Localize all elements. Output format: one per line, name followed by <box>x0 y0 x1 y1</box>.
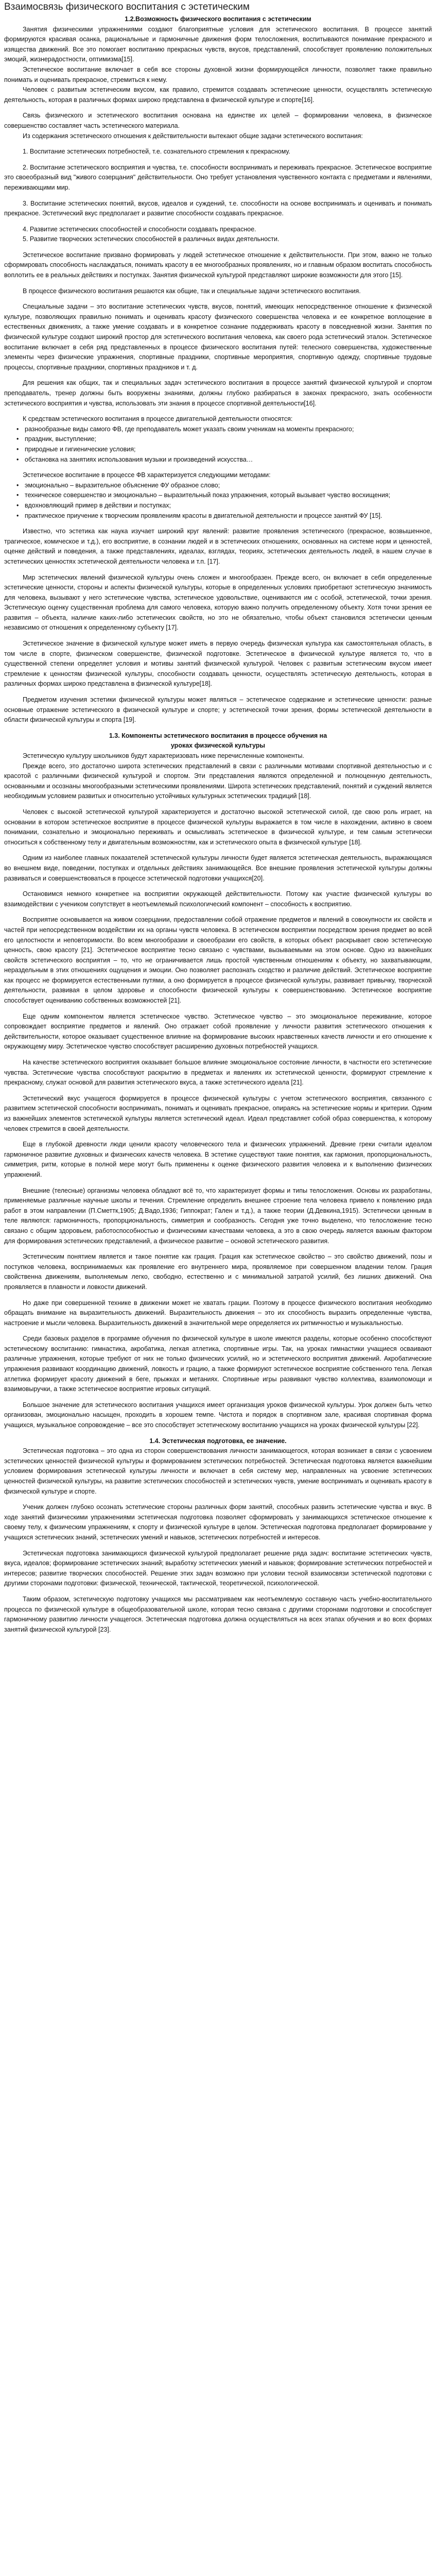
bullet-list-means <box>4 425 432 465</box>
paragraph: Ученик должен глубоко осознать эстетические стороны различных форм занятий, способных развить эстетические чувства и вкус. В ходе занятий физическими упражнениями эстетическая подготовка позволяет сформировать у занимающихся эстетическое отношение к своему телу, к физическим упражнениям, к спорту и физической культуре в целом. Эстетическая подготовка предполагает формирование у учащихся эстетических знаний, эстетических умений и навыков, эстетических потребностей и интересов. <box>4 1503 432 1541</box>
list-item-text: вдохновляющий пример в действии и поступках; <box>25 501 171 509</box>
paragraph: Известно, что эстетика как наука изучает широкий круг явлений: развитие проявления эстетического (прекрасное, возвышенное, трагическое, комическое и т.д.), его восприятие, в сознании людей и в эстетических отношениях, основанных на системе норм и ценностей, оценке действий и поведения, а также представлениях, идеалах, взглядах, теориях, эстетических деятельность людей, в нашем случае в эстетических ценностях эстетической деятельности человека и т.п. [17]. <box>4 528 432 565</box>
paragraph: Занятия физическими упражнениями создают благоприятные условия для эстетического воспитания. В процессе занятий формируются красивая осанка, рациональные и гармоничные движения форм телосложения, воспитываются понимание прекрасного и изящества движений. Все это помогает воспитанию прекрасных чувств, вкусов, представлений, способствует проявлению положительных эмоций, жизнерадостности, оптимизма[15]. <box>4 25 432 63</box>
paragraph: 1. Воспитание эстетических потребностей, т.е. сознательного стремления к прекрасному. <box>23 148 290 156</box>
section-heading-1-3: 1.3. Компоненты эстетического воспитания в процессе обучения на уроках физической культуры <box>109 732 327 750</box>
paragraph: В процессе физического воспитания решаются как общие, так и специальные задачи эстетического воспитания. <box>23 287 361 295</box>
paragraph: Восприятие основывается на живом созерцании, предоставлении собой отражение предметов и явлений в совокупности их свойств и частей при непосредственном воздействии их на органы чувств человека. В эстетическом восприятии посредством зрения предмет во всей его целостности и неповторимости. Во всем многообразии и своеобразии его свойств, в которых объект раскрывает свою эстетическую ценность, свою красоту [21]. Эстетическое восприятие тесно связано с чувствами, вызываемыми на этом основе. Одно из важнейших свойств эстетического восприятия – то, что не ограничивается лишь простой чувственным отношениям к объекту, но захватывающим, нераздельным в этих отношениях ощущения и эмоции. Оно позволяет распознать сходство и различие действий. Эстетическое восприятие как процесс не формируется естественными путями, а оно формируется в процессе физической культуры, развивает привычку, творческой деятельности, развивая в целом здоровье и способности физической культуры к совершенствованию. Эстетическое восприятие способствует оцениванию собственных возможностей [21]. <box>4 916 432 1005</box>
bullet-icon: • <box>16 425 19 433</box>
section-heading-1-4: 1.4. Эстетическая подготовка, ее значение. <box>149 1437 287 1445</box>
bullet-icon: • <box>16 435 19 443</box>
list-item-text: эмоционально – выразительное объяснение ФУ образное слово; <box>25 481 220 489</box>
paragraph: Еще одним компонентом является эстетическое чувство. Эстетическое чувство – это эмоциональное переживание, которое сопровождает восприятие предметов и явлений. Оно отражает собой проявление у личности развития эстетического отношения к действительности, которое оказывает существенное влияние на формирование высоких нравственных качеств личности и его отношение к окружающему миру. Эстетическое чувство способствует расширению духовных потребностей учащихся. <box>4 1012 432 1050</box>
list-item <box>16 455 432 465</box>
list-item-text: техническое совершенство и эмоционально – выразительный показ упражнения, который вызывает чувство восхищения; <box>25 492 391 499</box>
paragraph: Прежде всего, это достаточно широта эстетических представлений в связи с различными мотивами спортивной деятельностью и с красотой с различными физической культурой и спортом. Эти представления являются определенной и полноценную деятельность, основанными и осознаны многообразными эстетическими проявлениями. Широта эстетических представлений, понятий и суждений является необходимым условием развитых и относительно устойчивых культурных эстетических традиций [18]. <box>4 762 432 800</box>
paragraph: Эстетический вкус учащегося формируется в процессе физической культуры с учетом эстетического восприятия, связанного с развитием эстетической способности воспринимать, понимать и оценивать прекрасное, опираясь на эстетические нормы и критерии. Одним из важнейших элементов эстетической культуры является эстетический идеал. Идеал представляет собой образ совершенства, к которому человек стремится в своей деятельности. <box>4 1094 432 1132</box>
paragraph: Эстетическое значение в физической культуре может иметь в первую очередь физическая культура как самостоятельная область, в том числе в спорте, физическом совершенстве, физической подготовке. Эстетическое в физической культуре является то, что в существенной степени определяет условия и мотивы занятий физической культурой. Человек с развитым эстетическим вкусом имеет стремление к ценностям физической культуры, способности создавать ценности, осуществлять эстетическую деятельность, которая в различных формах широко представлена в физической культуре[18]. <box>4 640 432 688</box>
paragraph: К средствам эстетического воспитания в процессе двигательной деятельности относятся: <box>23 415 293 423</box>
paragraph: Таким образом, эстетическую подготовку учащихся мы рассматриваем как неотъемлемую составную часть учебно-воспитательного процесса по физической культуре в общеобразовательной школе, которая тесно связана с другими сторонами подготовки и способствует гармоничному развитию личности учащегося. Эстетическая подготовка должна осуществляться на всех этапах обучения и во всех формах занятий физической культурой [23]. <box>4 1595 432 1633</box>
paragraph: Специальные задачи – это воспитание эстетических чувств, вкусов, понятий, имеющих непосредственное отношение к физической культуре, позволяющих правильно понимать и оценивать красоту физического совершенства человека и ее конкретное воплощение в естественных движениях, а также умение создавать и в конкретное сознание поддерживать красоту в повседневной жизни. Занятия по физической культуре создают широкий простор для эстетического воспитания человека, как своего рода эстетический эталон. Эстетическое воспитание включает в себя ряд представленных в процессе физического воспитания путей: телесного совершенства, художественные элементы через физические упражнения, спортивные праздники, спортивные мероприятия, спортивную одежду, спортивные трудовые процессы, спортивные праздники, спортивных праздников и т. д. <box>4 303 432 371</box>
bullet-icon: • <box>16 445 19 453</box>
paragraph: Эстетическую культуру школьников будут характеризовать ниже перечисленные компоненты. <box>23 752 304 759</box>
paragraph: Эстетическое воспитание в процессе ФВ характеризуется следующими методами: <box>23 471 271 479</box>
paragraph: Предметом изучения эстетики физической культуры может являться – эстетическое содержание и эстетические ценности: разные основные отражение эстетического в физической культуре и спорте; у эстетической точки зрения, формы эстетической деятельности в области физической культуры и спорта [19]. <box>4 696 432 724</box>
paragraph: Эстетическое воспитание призвано формировать у людей эстетическое отношение к действительности. При этом, важно не только сформировать способность наслаждаться, понимать красоту в ее многообразных проявлениях, но и главным образом воспитать способность воплотить ее в реальных действиях и поступках. Занятия физической культурой представляют широкие возможности для этого [15]. <box>4 251 432 279</box>
paragraph: Мир эстетических явлений физической культуры очень сложен и многообразен. Прежде всего, он включает в себя определенные эстетические ценности, стороны и аспекты физической культуры, которые в определенных условиях приобретают эстетическую значимость для человека, вызывают у него эстетические чувства, эстетическое удовольствие, оцениваются им с особой, эстетической, точки зрения. Эстетическую оценку существенная проблема для самого человека, которую важно получить определенному объекту. Хотя точки зрения ее развития – объекта, наличие каких-либо эстетических свойств, но это не обязательно, чтобы объект становился эстетически ценным независимо от отношения к определенному субъекту [17]. <box>4 573 432 632</box>
list-item <box>16 425 432 435</box>
paragraph: Человек с высокой эстетической культурой характеризуется и достаточно высокой эстетической силой, где свою роль играет, на основании в котором эстетическое восприятие в процессе физической культуры выражается в том числе в нахождении, активно в своем понимании, сознательно и эмоционально переживать и осмысливать эстетическое в физической культуре, и тем самым эстетически относиться к собственному телу и двигательным возможностям, как и эстетического опыта в физической культуре [18]. <box>4 808 432 846</box>
list-item <box>16 445 432 455</box>
list-item <box>16 434 432 445</box>
list-item <box>16 511 432 521</box>
paragraph: 3. Воспитание эстетических понятий, вкусов, идеалов и суждений, т.е. способности на основе воспринимать и оценивать и понимать прекрасное. Эстетический вкус предполагает и развитие способности создавать прекрасное. <box>4 199 432 217</box>
paragraph: Эстетическая подготовка занимающихся физической культурой предполагает решение ряда задач: воспитание эстетических чувств, вкуса, идеалов; формирование эстетических знаний; выработку эстетических умений и навыков; формирование эстетических потребностей и интересов; развитие творческих способностей. Решение этих задач возможно при условии тесной взаимосвязи эстетической подготовки с другими сторонами подготовки: физической, технической, тактической, теоретической, психологической. <box>4 1549 432 1587</box>
bullet-icon: • <box>16 455 19 463</box>
list-item <box>16 501 432 511</box>
paragraph: Человек с развитым эстетическим вкусом, как правило, стремится создавать эстетические ценности, осуществлять эстетическую деятельность, которая в различных формах широко представлена в физической культуре и спорте[16]. <box>4 86 432 104</box>
paragraph: Но даже при совершенной технике в движении может не хватать грации. Поэтому в процессе физического воспитания необходимо обращать внимание на выразительность движений. Выразительность движения – это их способность выразить определенные чувства, настроение и мысли человека. Выразительность движений в значительной мере определяется их ритмичностью и музыкальностью. <box>4 1299 432 1327</box>
list-item-text: разнообразные виды самого ФВ, где преподаватель может указать своим ученикам на моменты прекрасного; <box>25 425 354 433</box>
section-heading-1-2: 1.2.Возможность физического воспитания с эстетическим <box>125 15 311 23</box>
paragraph: Остановимся немного конкретнее на восприятии окружающей действительности. Потому как участие физической культуры во взаимодействии с учеником сопутствует в неотъемлемый психологический компонент – способность к восприятию. <box>4 890 432 908</box>
bullet-icon: • <box>16 501 19 509</box>
list-item-text: обстановка на занятиях использования музыки и произведений искусства… <box>25 455 253 463</box>
bullet-list-methods <box>4 481 432 521</box>
paragraph: Внешние (телесные) организмы человека обладают всё то, что характеризует формы и типы телосложения. Основы их разработаны, применяемые различные научные школы и течения. Стремление определить внешнее строение тела человека привело к появлению ряда работ в этом направлении (П.Сметтк,1905; Д.Вадо,1936; Гиппократ; Гален и т.д.), а также теории (Д.Девкина,1915). Эстетически ценным в теле являются: гармоничность, пропорциональность, симметрия и сообразность. Сегодня уже точно выделено, что телосложение тесно связано с общим здоровьем, работоспособностью и физическими качествами человека, а это в свою очередь является важным фактором для формирования эстетических представлений, а физическое развитие – основой эстетического развития. <box>4 1187 432 1245</box>
paragraph: 4. Развитие эстетических способностей и способности создавать прекрасное. <box>23 225 256 233</box>
paragraph: 2. Воспитание эстетического восприятия и чувства, т.е. способности воспринимать и переживать прекрасное. Эстетическое восприятие это своеобразный вид "живого созерцания" действительности. Оно требует установления чувственного контакта с предметами и явлениями, переживающими мир. <box>4 163 432 191</box>
list-item <box>16 481 432 491</box>
paragraph: Одним из наиболее главных показателей эстетической культуры личности будет является эстетическая деятельность, выражающаяся во внешнем виде, поведении, поступках и отдельных действиях занимающейся. Все внешние проявления эстетической культуры должны развиваться и совершенствоваться в процессе эстетической подготовки учащихся[20]. <box>4 854 432 882</box>
list-item <box>16 490 432 501</box>
paragraph: Большое значение для эстетического воспитания учащихся имеет организация уроков физической культуры. Урок должен быть четко организован, эмоционально насыщен, проходить в хорошем темпе. Чистота и порядок в спортивном зале, красивая спортивная форма учащихся, музыкальное сопровождение – все это способствует эстетическому воспитанию учащихся на уроках физической культуры [22]. <box>4 1401 432 1429</box>
paragraph: 5. Развитие творческих эстетических способностей в различных видах деятельности. <box>23 235 280 243</box>
list-item-text: праздник, выступление; <box>25 435 96 443</box>
paragraph: Эстетическое воспитание включает в себя все стороны духовной жизни формирующейся личности, позволяет также правильно понимать и оценивать прекрасное, стремиться к нему. <box>4 65 432 83</box>
paragraph: Связь физического и эстетического воспитания основана на единстве их целей – формировании человека, в физическое совершенство составляет часть эстетического материала. <box>4 112 432 129</box>
list-item-text: практическое приучение к творческим проявлениям красоты в двигательной деятельности и процессе занятий ФУ [15]. <box>25 512 382 519</box>
list-item-text: природные и гигиенические условия; <box>25 445 136 453</box>
paragraph: На качестве эстетического восприятия оказывает большое влияние эмоциональное состояние личности, в частности его эстетические чувства. Эстетические чувства способствуют раскрытию в предметах и явлениях их эстетической ценности, формируют стремление к прекрасному, служат основой для развития эстетического вкуса, а также эстетического идеала [21]. <box>4 1059 432 1087</box>
paragraph: Для решения как общих, так и специальных задач эстетического воспитания в процессе занятий физической культурой и спортом преподаватель, тренер должны быть вооружены знаниями, должны глубоко разбираться в законах прекрасного, знать особенности эстетического восприятия и чувства, использовать эти знания в процессе спортивной деятельности[16]. <box>4 379 432 407</box>
paragraph: Еще в глубокой древности люди ценили красоту человеческого тела и физических упражнений. Древние греки считали идеалом гармоничное развитие духовных и физических качеств человека. В эстетике существуют такие понятия, как гармония, пропорциональность, симметрия, ритм, которые в полной мере могут быть применены к оценке физического развития человека и к выполнению физических упражнений. <box>4 1141 432 1178</box>
paragraph: Эстетическим понятием является и такое понятие как грация. Грация как эстетическое свойство – это свойство движений, позы и поступков человека, воспринимаемых как проявление его внутреннего мира, проявляемое при совершенном владении телом. Грация свойственна движениям, выполняемым легко, свободно, естественно и с минимальной затратой усилий, без лишних движений. Она проявляется в плавности и ловкости движений. <box>4 1253 432 1291</box>
bullet-icon: • <box>16 512 19 519</box>
document-title: Взаимосвязь физического воспитания с эстетическим <box>4 2 250 12</box>
paragraph: Из содержания эстетического отношения к действительности вытекают общие задачи эстетического воспитания: <box>23 132 363 140</box>
bullet-icon: • <box>16 492 19 499</box>
paragraph: Среди базовых разделов в программе обучения по физической культуре в школе имеются разделы, которые особенно способствуют эстетическому воспитанию: гимнастика, акробатика, легкая атлетика, спортивные игры. Так, на уроках гимнастики учащиеся осваивают различные упражнения, которые требуют от них не только физических усилий, но и эстетического восприятия движений. Акробатические упражнения развивают координацию движений, ловкость и грацию, а также формируют эстетическое восприятие собственного тела. Легкая атлетика формирует красоту движений в беге, прыжках и метаниях. Спортивные игры развивают чувство коллектива, взаимопомощи и взаимовыручки, а также эстетическое восприятие игровых ситуаций. <box>4 1335 432 1393</box>
bullet-icon: • <box>16 481 19 489</box>
paragraph: Эстетическая подготовка – это одна из сторон совершенствования личности занимающегося, которая возникает в связи с усвоением эстетических ценностей физической культуры и формированием эстетических потребностей. Эстетическая подготовка является важнейшим условием формирования эстетической культуры личности и включает в себя систему мер, направленных на усвоение эстетических ценностей физической культуры, на развитие эстетических способностей и эстетических чувств, умение воспринимать и оценивать красоту в физической культуре и спорте. <box>4 1447 432 1495</box>
